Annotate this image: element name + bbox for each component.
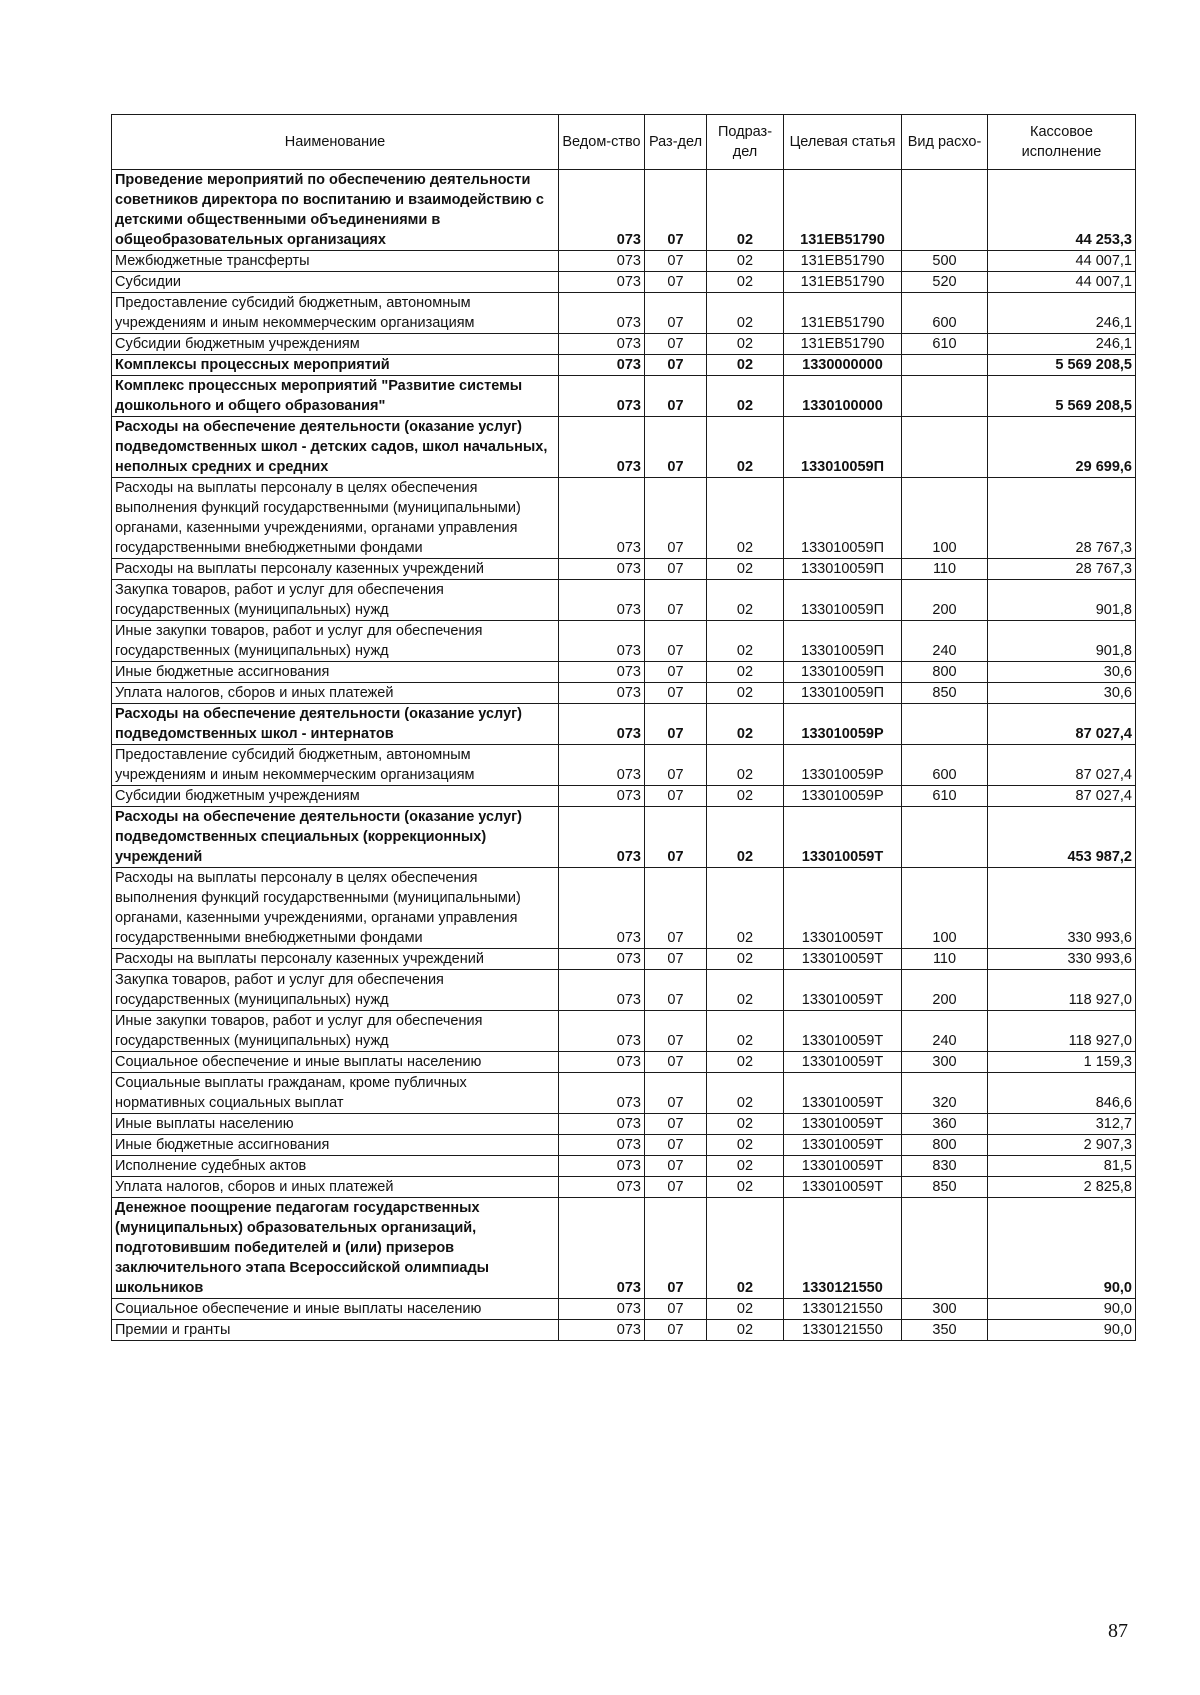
cell-cel: 1330100000: [784, 376, 902, 417]
table-row: [112, 1320, 1136, 1341]
cell-podr: 02: [707, 478, 784, 559]
cell-cel: 133010059Т: [784, 868, 902, 949]
cell-sum: 28 767,3: [988, 478, 1136, 559]
cell-cel: 133010059Т: [784, 970, 902, 1011]
cell-ved: 073: [559, 807, 645, 868]
cell-name: Иные закупки товаров, работ и услуг для обеспечения государственных (муниципальных) нужд: [112, 1011, 559, 1052]
cell-sum: 81,5: [988, 1156, 1136, 1177]
cell-cel: 133010059Т: [784, 1011, 902, 1052]
cell-cel: 133010059П: [784, 580, 902, 621]
cell-sum: 901,8: [988, 621, 1136, 662]
table-row: [112, 1114, 1136, 1135]
cell-razd: 07: [645, 355, 707, 376]
cell-razd: 07: [645, 293, 707, 334]
cell-name: Закупка товаров, работ и услуг для обеспечения государственных (муниципальных) нужд: [112, 970, 559, 1011]
cell-razd: 07: [645, 376, 707, 417]
cell-name: Денежное поощрение педагогам государственных (муниципальных) образовательных организаций, подготовившим победителей и (или) призеров заключительного этапа Всероссийской олимпиады школьников: [112, 1198, 559, 1299]
cell-cel: 133010059Т: [784, 807, 902, 868]
cell-name: Иные закупки товаров, работ и услуг для обеспечения государственных (муниципальных) нужд: [112, 621, 559, 662]
cell-podr: 02: [707, 293, 784, 334]
cell-ved: 073: [559, 868, 645, 949]
cell-razd: 07: [645, 1156, 707, 1177]
cell-vid: 610: [902, 334, 988, 355]
cell-vid: 110: [902, 949, 988, 970]
cell-ved: 073: [559, 704, 645, 745]
cell-name: Иные бюджетные ассигнования: [112, 1135, 559, 1156]
table-row: [112, 376, 1136, 417]
cell-podr: 02: [707, 417, 784, 478]
cell-cel: 133010059Р: [784, 786, 902, 807]
cell-razd: 07: [645, 970, 707, 1011]
cell-sum: 90,0: [988, 1320, 1136, 1341]
cell-name: Социальное обеспечение и иные выплаты населению: [112, 1052, 559, 1073]
cell-vid: 850: [902, 1177, 988, 1198]
table-row: [112, 559, 1136, 580]
cell-razd: 07: [645, 807, 707, 868]
cell-razd: 07: [645, 786, 707, 807]
cell-vid: 610: [902, 786, 988, 807]
cell-sum: 28 767,3: [988, 559, 1136, 580]
cell-sum: 118 927,0: [988, 970, 1136, 1011]
cell-podr: 02: [707, 683, 784, 704]
cell-cel: 131EB51790: [784, 334, 902, 355]
cell-ved: 073: [559, 621, 645, 662]
cell-name: Премии и гранты: [112, 1320, 559, 1341]
cell-vid: [902, 807, 988, 868]
cell-cel: 133010059Р: [784, 745, 902, 786]
cell-cel: 133010059Р: [784, 704, 902, 745]
cell-vid: [902, 1198, 988, 1299]
cell-podr: 02: [707, 580, 784, 621]
cell-vid: 100: [902, 868, 988, 949]
cell-razd: 07: [645, 745, 707, 786]
cell-sum: 1 159,3: [988, 1052, 1136, 1073]
cell-sum: 5 569 208,5: [988, 355, 1136, 376]
cell-sum: 44 007,1: [988, 272, 1136, 293]
cell-ved: 073: [559, 170, 645, 251]
cell-razd: 07: [645, 1320, 707, 1341]
cell-razd: 07: [645, 1073, 707, 1114]
cell-sum: 330 993,6: [988, 868, 1136, 949]
table-row: [112, 1156, 1136, 1177]
cell-ved: 073: [559, 559, 645, 580]
table-row: [112, 662, 1136, 683]
cell-vid: 800: [902, 1135, 988, 1156]
header-cel: Целевая статья: [784, 115, 902, 170]
cell-sum: 118 927,0: [988, 1011, 1136, 1052]
cell-razd: 07: [645, 683, 707, 704]
cell-podr: 02: [707, 272, 784, 293]
cell-name: Расходы на выплаты персоналу в целях обеспечения выполнения функций государственными (муниципальными) органами, казенными учреждениями, органами управления государственными внебюджетными фондами: [112, 478, 559, 559]
table-row: [112, 786, 1136, 807]
cell-podr: 02: [707, 1011, 784, 1052]
header-razd: Раз-дел: [645, 115, 707, 170]
cell-name: Расходы на обеспечение деятельности (оказание услуг) подведомственных школ - детских садов, школ начальных, неполных средних и средних: [112, 417, 559, 478]
cell-cel: 1330000000: [784, 355, 902, 376]
cell-ved: 073: [559, 1156, 645, 1177]
page-number: 87: [1108, 1620, 1128, 1642]
cell-vid: 600: [902, 293, 988, 334]
cell-sum: 901,8: [988, 580, 1136, 621]
cell-sum: 2 825,8: [988, 1177, 1136, 1198]
header-ved: Ведом-ство: [559, 115, 645, 170]
cell-sum: 312,7: [988, 1114, 1136, 1135]
cell-vid: 100: [902, 478, 988, 559]
cell-ved: 073: [559, 970, 645, 1011]
cell-cel: 131EB51790: [784, 170, 902, 251]
cell-cel: 1330121550: [784, 1299, 902, 1320]
table-row: [112, 868, 1136, 949]
cell-ved: 073: [559, 745, 645, 786]
cell-sum: 2 907,3: [988, 1135, 1136, 1156]
cell-podr: 02: [707, 1114, 784, 1135]
cell-cel: 133010059П: [784, 478, 902, 559]
cell-podr: 02: [707, 1198, 784, 1299]
cell-cel: 133010059П: [784, 662, 902, 683]
cell-razd: 07: [645, 949, 707, 970]
cell-sum: 246,1: [988, 334, 1136, 355]
cell-podr: 02: [707, 1320, 784, 1341]
cell-cel: 1330121550: [784, 1320, 902, 1341]
cell-sum: 87 027,4: [988, 704, 1136, 745]
cell-vid: [902, 704, 988, 745]
cell-vid: 240: [902, 1011, 988, 1052]
cell-cel: 133010059П: [784, 417, 902, 478]
cell-razd: 07: [645, 1052, 707, 1073]
cell-podr: 02: [707, 1299, 784, 1320]
cell-sum: 5 569 208,5: [988, 376, 1136, 417]
cell-cel: 133010059Т: [784, 1052, 902, 1073]
table-row: [112, 970, 1136, 1011]
cell-razd: 07: [645, 1011, 707, 1052]
table-row: [112, 1198, 1136, 1299]
cell-ved: 073: [559, 683, 645, 704]
cell-ved: 073: [559, 251, 645, 272]
cell-vid: 600: [902, 745, 988, 786]
table-row: [112, 1052, 1136, 1073]
cell-cel: 133010059Т: [784, 1114, 902, 1135]
cell-podr: 02: [707, 1156, 784, 1177]
cell-razd: 07: [645, 334, 707, 355]
table-row: [112, 478, 1136, 559]
table-row: [112, 621, 1136, 662]
cell-cel: 1330121550: [784, 1198, 902, 1299]
cell-name: Расходы на обеспечение деятельности (оказание услуг) подведомственных школ - интернатов: [112, 704, 559, 745]
cell-podr: 02: [707, 949, 784, 970]
cell-vid: [902, 355, 988, 376]
table-row: [112, 1073, 1136, 1114]
cell-vid: 200: [902, 970, 988, 1011]
cell-name: Иные выплаты населению: [112, 1114, 559, 1135]
cell-name: Субсидии бюджетным учреждениям: [112, 334, 559, 355]
cell-podr: 02: [707, 559, 784, 580]
cell-vid: 300: [902, 1052, 988, 1073]
cell-ved: 073: [559, 662, 645, 683]
table-row: [112, 949, 1136, 970]
cell-ved: 073: [559, 1011, 645, 1052]
cell-sum: 87 027,4: [988, 786, 1136, 807]
cell-razd: 07: [645, 621, 707, 662]
cell-vid: 830: [902, 1156, 988, 1177]
cell-sum: 44 253,3: [988, 170, 1136, 251]
cell-sum: 846,6: [988, 1073, 1136, 1114]
table-row: [112, 272, 1136, 293]
cell-name: Проведение мероприятий по обеспечению деятельности советников директора по воспитанию и взаимодействию с детскими общественными объединениями в общеобразовательных организациях: [112, 170, 559, 251]
table-row: [112, 355, 1136, 376]
cell-name: Предоставление субсидий бюджетным, автономным учреждениям и иным некоммерческим организациям: [112, 293, 559, 334]
cell-sum: 90,0: [988, 1299, 1136, 1320]
cell-cel: 133010059Т: [784, 1135, 902, 1156]
cell-ved: 073: [559, 417, 645, 478]
cell-razd: 07: [645, 170, 707, 251]
cell-podr: 02: [707, 807, 784, 868]
cell-sum: 30,6: [988, 683, 1136, 704]
cell-vid: 850: [902, 683, 988, 704]
cell-razd: 07: [645, 478, 707, 559]
cell-name: Межбюджетные трансферты: [112, 251, 559, 272]
table-row: [112, 170, 1136, 251]
cell-razd: 07: [645, 251, 707, 272]
cell-cel: 133010059П: [784, 621, 902, 662]
cell-vid: [902, 170, 988, 251]
cell-vid: [902, 417, 988, 478]
cell-vid: 300: [902, 1299, 988, 1320]
cell-cel: 131EB51790: [784, 293, 902, 334]
cell-razd: 07: [645, 662, 707, 683]
cell-vid: 200: [902, 580, 988, 621]
budget-execution-table: [111, 114, 1136, 1341]
cell-razd: 07: [645, 1198, 707, 1299]
cell-podr: 02: [707, 868, 784, 949]
cell-podr: 02: [707, 621, 784, 662]
cell-ved: 073: [559, 1135, 645, 1156]
cell-vid: 520: [902, 272, 988, 293]
cell-name: Закупка товаров, работ и услуг для обеспечения государственных (муниципальных) нужд: [112, 580, 559, 621]
cell-ved: 073: [559, 355, 645, 376]
cell-name: Субсидии бюджетным учреждениям: [112, 786, 559, 807]
cell-name: Расходы на выплаты персоналу казенных учреждений: [112, 949, 559, 970]
table-row: [112, 704, 1136, 745]
cell-sum: 29 699,6: [988, 417, 1136, 478]
cell-sum: 453 987,2: [988, 807, 1136, 868]
header-sum: Кассовое исполнение: [988, 115, 1136, 170]
header-vid: Вид расхо-: [902, 115, 988, 170]
cell-ved: 073: [559, 293, 645, 334]
cell-podr: 02: [707, 662, 784, 683]
cell-ved: 073: [559, 1177, 645, 1198]
cell-sum: 30,6: [988, 662, 1136, 683]
cell-name: Субсидии: [112, 272, 559, 293]
cell-name: Комплексы процессных мероприятий: [112, 355, 559, 376]
cell-cel: 133010059Т: [784, 1156, 902, 1177]
cell-name: Расходы на обеспечение деятельности (оказание услуг) подведомственных специальных (коррекционных) учреждений: [112, 807, 559, 868]
table-row: [112, 1135, 1136, 1156]
cell-podr: 02: [707, 704, 784, 745]
cell-ved: 073: [559, 786, 645, 807]
table-row: [112, 683, 1136, 704]
cell-cel: 133010059П: [784, 683, 902, 704]
cell-ved: 073: [559, 1198, 645, 1299]
cell-razd: 07: [645, 868, 707, 949]
cell-razd: 07: [645, 1114, 707, 1135]
table-row: [112, 580, 1136, 621]
cell-name: Уплата налогов, сборов и иных платежей: [112, 683, 559, 704]
cell-ved: 073: [559, 949, 645, 970]
cell-podr: 02: [707, 251, 784, 272]
cell-cel: 131EB51790: [784, 251, 902, 272]
cell-vid: 240: [902, 621, 988, 662]
cell-sum: 330 993,6: [988, 949, 1136, 970]
table-row: [112, 1299, 1136, 1320]
cell-razd: 07: [645, 1299, 707, 1320]
cell-podr: 02: [707, 745, 784, 786]
cell-cel: 133010059Т: [784, 1073, 902, 1114]
cell-razd: 07: [645, 704, 707, 745]
cell-vid: 500: [902, 251, 988, 272]
cell-ved: 073: [559, 478, 645, 559]
cell-podr: 02: [707, 786, 784, 807]
cell-sum: 90,0: [988, 1198, 1136, 1299]
cell-vid: 110: [902, 559, 988, 580]
cell-vid: 320: [902, 1073, 988, 1114]
cell-podr: 02: [707, 1177, 784, 1198]
cell-podr: 02: [707, 1073, 784, 1114]
cell-name: Предоставление субсидий бюджетным, автономным учреждениям и иным некоммерческим организациям: [112, 745, 559, 786]
cell-cel: 133010059П: [784, 559, 902, 580]
cell-sum: 44 007,1: [988, 251, 1136, 272]
cell-vid: 800: [902, 662, 988, 683]
table-row: [112, 417, 1136, 478]
cell-sum: 246,1: [988, 293, 1136, 334]
cell-razd: 07: [645, 580, 707, 621]
table-row: [112, 1177, 1136, 1198]
cell-vid: 360: [902, 1114, 988, 1135]
cell-podr: 02: [707, 334, 784, 355]
table-row: [112, 334, 1136, 355]
cell-razd: 07: [645, 272, 707, 293]
cell-name: Социальные выплаты гражданам, кроме публичных нормативных социальных выплат: [112, 1073, 559, 1114]
table-row: [112, 293, 1136, 334]
cell-ved: 073: [559, 376, 645, 417]
cell-name: Расходы на выплаты персоналу в целях обеспечения выполнения функций государственными (муниципальными) органами, казенными учреждениями, органами управления государственными внебюджетными фондами: [112, 868, 559, 949]
cell-ved: 073: [559, 580, 645, 621]
cell-ved: 073: [559, 272, 645, 293]
cell-name: Социальное обеспечение и иные выплаты населению: [112, 1299, 559, 1320]
cell-cel: 133010059Т: [784, 949, 902, 970]
cell-sum: 87 027,4: [988, 745, 1136, 786]
cell-razd: 07: [645, 417, 707, 478]
cell-name: Исполнение судебных актов: [112, 1156, 559, 1177]
cell-ved: 073: [559, 1073, 645, 1114]
cell-ved: 073: [559, 1299, 645, 1320]
table-row: [112, 745, 1136, 786]
header-podr: Подраз-дел: [707, 115, 784, 170]
cell-name: Уплата налогов, сборов и иных платежей: [112, 1177, 559, 1198]
cell-podr: 02: [707, 970, 784, 1011]
cell-podr: 02: [707, 170, 784, 251]
cell-podr: 02: [707, 1052, 784, 1073]
cell-ved: 073: [559, 334, 645, 355]
cell-podr: 02: [707, 355, 784, 376]
cell-name: Комплекс процессных мероприятий "Развитие системы дошкольного и общего образования": [112, 376, 559, 417]
cell-podr: 02: [707, 1135, 784, 1156]
cell-name: Иные бюджетные ассигнования: [112, 662, 559, 683]
cell-vid: 350: [902, 1320, 988, 1341]
cell-razd: 07: [645, 559, 707, 580]
table-header-row: [112, 115, 1136, 170]
table-row: [112, 1011, 1136, 1052]
cell-ved: 073: [559, 1114, 645, 1135]
cell-ved: 073: [559, 1320, 645, 1341]
cell-podr: 02: [707, 376, 784, 417]
cell-vid: [902, 376, 988, 417]
table-row: [112, 251, 1136, 272]
table-row: [112, 807, 1136, 868]
header-name: Наименование: [112, 115, 559, 170]
cell-name: Расходы на выплаты персоналу казенных учреждений: [112, 559, 559, 580]
cell-razd: 07: [645, 1135, 707, 1156]
cell-cel: 131EB51790: [784, 272, 902, 293]
table-body: [112, 170, 1136, 1341]
cell-ved: 073: [559, 1052, 645, 1073]
cell-razd: 07: [645, 1177, 707, 1198]
cell-cel: 133010059Т: [784, 1177, 902, 1198]
